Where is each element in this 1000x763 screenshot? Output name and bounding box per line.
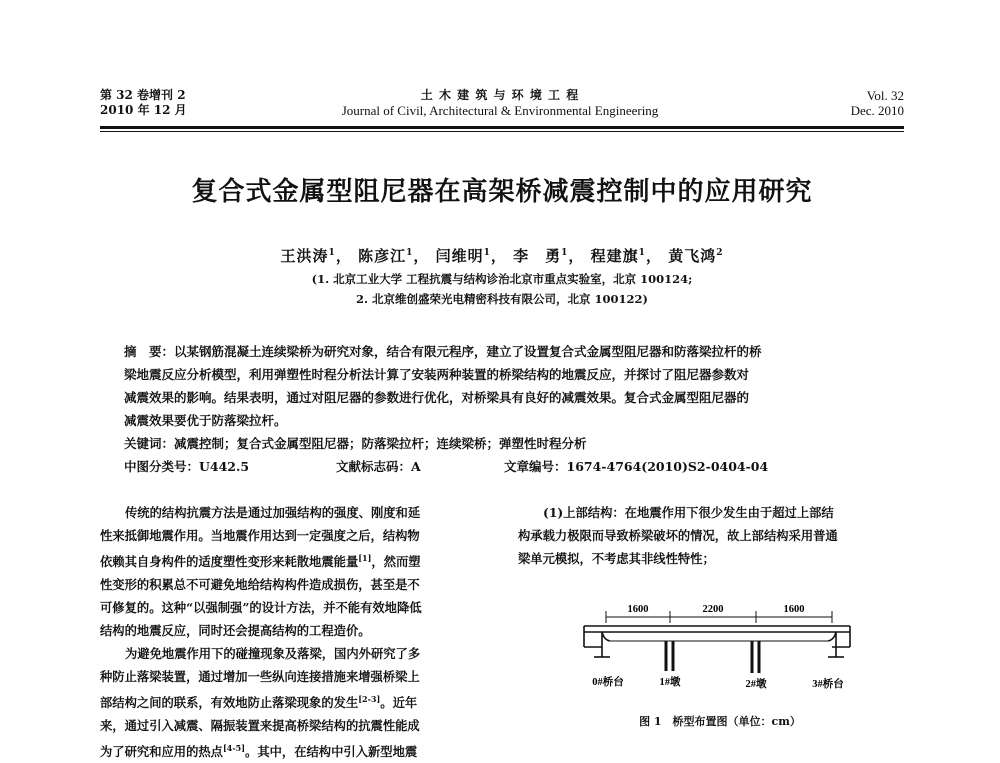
author-sup: 2	[716, 248, 724, 258]
body-line: 传统的结构抗震方法是通过加强结构的强度、刚度和延	[125, 505, 421, 520]
bridge-layout-figure	[580, 595, 860, 705]
body-line: (1)上部结构：在地震作用下很少发生由于超过上部结	[543, 505, 834, 520]
body-line	[100, 737, 495, 763]
paper-title: 复合式金属型阻尼器在高架桥减震控制中的应用研究	[191, 177, 813, 207]
author: 王洪涛	[280, 247, 329, 265]
dim-label-span3: 1600	[783, 604, 805, 615]
clc-group	[124, 455, 249, 478]
header-rule-thick	[100, 126, 904, 129]
body-line: 来，通过引入减震、隔振装置来提高桥梁结构的抗震性能成	[100, 718, 420, 734]
abstract-line: 减震效果的影响。结果表明，通过对阻尼器的参数进行优化，对桥梁具有良好的减震效果。复合式金属型阻尼器的	[124, 390, 750, 405]
author-sep: ，	[335, 247, 352, 265]
author: 闫维明	[435, 247, 484, 265]
citation: [2-3]	[358, 694, 381, 705]
body-line: 结构的地震反应，同时还会提高结构的工程造价。	[100, 623, 371, 639]
doc-code-label: 文献标志码：	[336, 459, 412, 474]
keywords: 减震控制；复合式金属型阻尼器；防落梁拉杆；连续梁桥；弹塑性时程分析	[174, 436, 587, 451]
keywords-line	[124, 432, 892, 455]
abstract	[124, 340, 892, 478]
author-sup: 1	[561, 248, 569, 258]
abutment-0	[584, 626, 610, 657]
author: 黄飞鸿	[668, 247, 717, 265]
dim-label-span2: 2200	[702, 604, 724, 615]
article-no-label: 文章编号：	[504, 459, 567, 474]
abstract-text: 以某钢筋混凝土连续梁桥为研究对象，结合有限元程序，建立了设置复合式金属型阻尼器和防落梁拉杆的桥	[174, 344, 762, 359]
header-volume-info	[100, 88, 187, 118]
citation: [1]	[358, 553, 372, 563]
doc-code-value: A	[411, 459, 421, 474]
author: 陈彦江	[358, 247, 407, 265]
article-no-group	[504, 455, 768, 478]
body-text: 依赖其自身构件的适度塑性变形来耗散地震能量	[100, 554, 359, 570]
doc-code-group	[336, 455, 421, 478]
clc-label: 中图分类号：	[124, 459, 200, 474]
bridge-deck	[584, 626, 850, 641]
author-sep: ，	[490, 247, 507, 265]
body-text: 为了研究和应用的热点	[100, 744, 223, 760]
pier-1	[666, 641, 673, 671]
author-sep: ，	[413, 247, 430, 265]
body-line: 梁单元模拟，不考虑其非线性特性；	[518, 551, 715, 566]
author-sep: ，	[568, 247, 585, 265]
author-sup: 1	[483, 248, 491, 258]
dim-label-span1: 1600	[627, 604, 649, 615]
label-pier-2: 2#墩	[745, 679, 767, 690]
header-date: 2010 年 12 月	[100, 103, 187, 117]
header-rule-thin	[100, 131, 904, 132]
abstract-line	[124, 340, 892, 363]
classification-line	[124, 455, 892, 478]
header-volume: 第 32 卷增刊 2	[100, 88, 186, 102]
author-sup: 1	[406, 248, 414, 258]
author: 李 勇	[513, 247, 562, 265]
abstract-label: 摘 要：	[124, 344, 175, 359]
header-journal-cn: 土 木 建 筑 与 环 境 工 程	[420, 88, 580, 102]
label-pier-1: 1#墩	[659, 677, 681, 688]
body-line: 为避免地震作用下的碰撞现象及落梁，国内外研究了多	[125, 646, 421, 662]
label-abutment-0: 0#桥台	[592, 677, 624, 688]
affiliation-1: (1. 北京工业大学 工程抗震与结构诊治北京市重点实验室，北京 100124;	[311, 272, 693, 286]
body-line: 性变形的积累总不可避免地给结构构件造成损伤，甚至是不	[100, 577, 420, 593]
left-column	[100, 501, 495, 763]
body-line	[100, 688, 495, 714]
label-abutment-3: 3#桥台	[812, 679, 844, 690]
clc-value: U442.5	[199, 459, 250, 474]
affiliation-2: 2. 北京维创盛荣光电精密科技有限公司，北京 100122)	[356, 292, 648, 306]
body-text: 。其中，在结构中引入新型地震	[245, 744, 418, 760]
right-column	[518, 501, 908, 570]
author-sup: 1	[328, 248, 336, 258]
figure-caption: 图 1 桥型布置图（单位：cm）	[639, 715, 801, 728]
pier-2	[752, 641, 759, 673]
article-no-value: 1674-4764(2010)S2-0404-04	[566, 459, 769, 474]
author: 程建旗	[590, 247, 639, 265]
abstract-line: 减震效果要优于防落梁拉杆。	[124, 413, 287, 428]
abutment-3	[828, 626, 850, 657]
body-line: 可修复的。这种“以强制强”的设计方法，并不能有效地降低	[100, 600, 422, 616]
author-sep: ，	[645, 247, 662, 265]
keywords-label: 关键词：	[124, 436, 175, 451]
header-journal	[250, 88, 750, 118]
header-journal-en: Journal of Civil, Architectural & Environmental Engineering	[341, 103, 659, 118]
body-line: 性来抵御地震作用。当地震作用达到一定强度之后，结构物	[100, 528, 420, 543]
header-vol-en	[851, 88, 904, 118]
body-text: 部结构之间的联系，有效地防止落梁现象的发生	[100, 695, 359, 711]
citation: [4-5]	[222, 743, 246, 754]
header-dec: Dec. 2010	[850, 103, 904, 118]
body-line	[100, 547, 495, 573]
abstract-line: 梁地震反应分析模型，利用弹塑性时程分析法计算了安装两种装置的桥梁结构的地震反应，并探讨了阻尼器参数对	[124, 367, 750, 382]
body-line: 种防止落梁装置，通过增加一些纵向连接措施来增强桥梁上	[100, 669, 420, 685]
author-list	[100, 243, 904, 266]
body-text: ，然而塑	[371, 554, 421, 570]
author-sup: 1	[638, 248, 646, 258]
body-text: 。近年	[380, 695, 418, 711]
body-line: 构承载力极限而导致桥梁破坏的情况，故上部结构采用普通	[518, 528, 838, 543]
header-vol: Vol. 32	[866, 88, 904, 103]
